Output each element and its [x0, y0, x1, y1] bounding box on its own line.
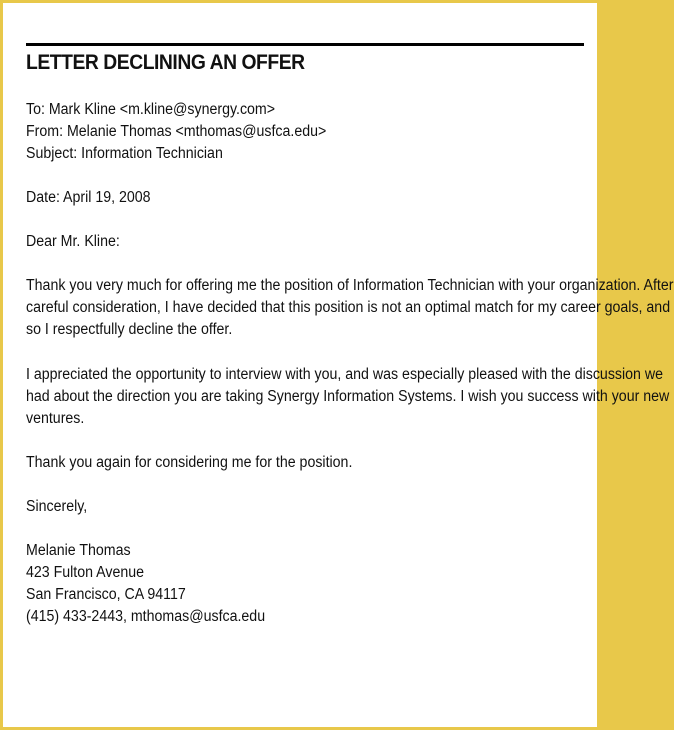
spacer — [26, 474, 584, 496]
paragraph-1-line-2: careful consideration, I have decided that this position is not an optimal match for my career goals, and — [26, 299, 671, 316]
paragraph-1-line-3: so I respectfully decline the offer. — [26, 321, 233, 338]
signature-name: Melanie Thomas — [26, 542, 131, 559]
letter-body — [26, 99, 674, 628]
paragraph-2-line-1: I appreciated the opportunity to interview with you, and was especially pleased with the discussion we — [26, 366, 663, 383]
salutation: Dear Mr. Kline: — [26, 233, 120, 250]
document-frame — [3, 3, 674, 727]
header-from: From: Melanie Thomas <mthomas@usfca.edu> — [26, 123, 327, 140]
spacer — [26, 209, 584, 231]
header-to: To: Mark Kline <m.kline@synergy.com> — [26, 101, 276, 118]
paragraph-3-line-1: Thank you again for considering me for the position. — [26, 454, 353, 471]
spacer — [26, 518, 584, 540]
letter-date: Date: April 19, 2008 — [26, 189, 151, 206]
letter-page — [23, 3, 674, 727]
signature-address: 423 Fulton Avenue — [26, 564, 145, 581]
signature-city: San Francisco, CA 94117 — [26, 586, 186, 603]
top-rule — [26, 43, 584, 46]
spacer — [26, 430, 584, 452]
signature-contact: (415) 433-2443, mthomas@usfca.edu — [26, 608, 266, 625]
letter-title: LETTER DECLINING AN OFFER — [26, 51, 305, 74]
closing: Sincerely, — [26, 498, 88, 515]
spacer — [26, 341, 584, 364]
paragraph-2-line-2: had about the direction you are taking Synergy Information Systems. I wish you success with your new — [26, 388, 670, 405]
header-subject: Subject: Information Technician — [26, 145, 223, 162]
paragraph-2-line-3: ventures. — [26, 410, 85, 427]
spacer — [26, 165, 584, 187]
spacer — [26, 253, 584, 275]
paragraph-1-line-1: Thank you very much for offering me the position of Information Technician with your organization. After — [26, 277, 674, 294]
